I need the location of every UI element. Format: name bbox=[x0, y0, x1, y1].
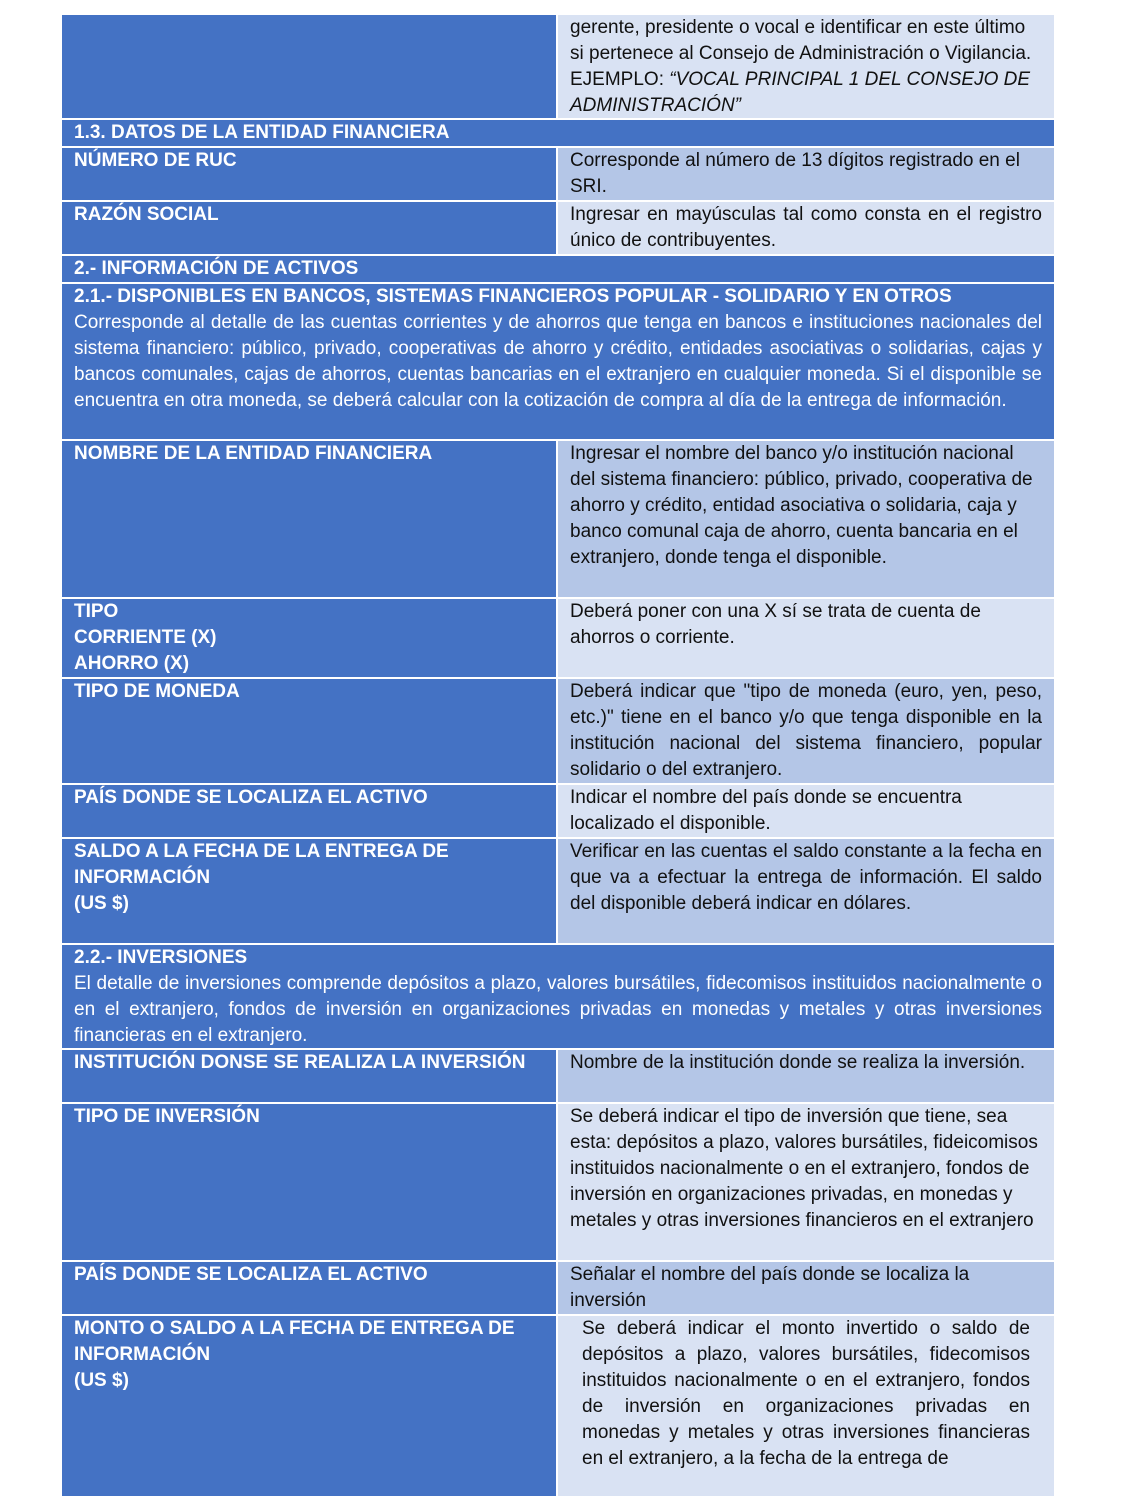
table-row bbox=[62, 148, 1054, 202]
row-description: Verificar en las cuentas el saldo constante a la fecha en que va a efectuar la entrega de información. El saldo del disponible deberá indicar en dólares. bbox=[558, 839, 1054, 943]
section-description: El detalle de inversiones comprende depósitos a plazo, valores bursátiles, fidecomisos instituidos nacionalmente o en el extranjero, fondos de inversión en organizaciones privadas en monedas y metales y otras inversiones financieras en el extranjero. bbox=[74, 973, 1042, 1046]
row-label: TIPO DE INVERSIÓN bbox=[62, 1104, 558, 1260]
row-label: MONTO O SALDO A LA FECHA DE ENTREGA DE INFORMACIÓN (US $) bbox=[62, 1316, 558, 1496]
row-label: TIPO CORRIENTE (X) AHORRO (X) bbox=[62, 599, 558, 677]
section-header-1-3 bbox=[62, 120, 1054, 148]
row-description: Indicar el nombre del país donde se encuentra localizado el disponible. bbox=[558, 785, 1054, 837]
section-header-2-2 bbox=[62, 945, 1054, 1050]
table-row bbox=[62, 785, 1054, 839]
table-row bbox=[62, 599, 1054, 679]
section-title: 2.2.- INVERSIONES bbox=[74, 947, 248, 968]
section-description: Corresponde al detalle de las cuentas corrientes y de ahorros que tenga en bancos e instituciones nacionales del sistema financiero: público, privado, cooperativas de ahorro y crédito, entidades asociativas o solidarias, cajas y bancos comunales, cajas de ahorros, cuentas bancarias en el extranjero en cualquier moneda. Si el disponible se encuentra en otra moneda, se deberá calcular con la cotización de compra al día de la entrega de información. bbox=[74, 312, 1042, 411]
table-row bbox=[62, 679, 1054, 785]
row-label: PAÍS DONDE SE LOCALIZA EL ACTIVO bbox=[62, 785, 558, 837]
row-description: Señalar el nombre del país donde se localiza la inversión bbox=[558, 1262, 1054, 1314]
row-description: Ingresar el nombre del banco y/o institución nacional del sistema financiero: público, privado, cooperativa de ahorro y crédito, entidad asociativa o solidaria, caja y banco comunal caja de ahorro, cuenta bancaria en el extranjero, donde tenga el disponible. bbox=[558, 441, 1054, 597]
row-label: RAZÓN SOCIAL bbox=[62, 202, 558, 254]
row-description bbox=[558, 15, 1054, 118]
row-description: Corresponde al número de 13 dígitos registrado en el SRI. bbox=[558, 148, 1054, 200]
description-text: gerente, presidente o vocal e identificar en este último si pertenece al Consejo de Administración o Vigilancia. EJEMPLO: bbox=[570, 17, 1032, 90]
row-label: NÚMERO DE RUC bbox=[62, 148, 558, 200]
row-label: NOMBRE DE LA ENTIDAD FINANCIERA bbox=[62, 441, 558, 597]
row-description: Ingresar en mayúsculas tal como consta en el registro único de contribuyentes. bbox=[558, 202, 1054, 254]
row-description: Deberá poner con una X sí se trata de cuenta de ahorros o corriente. bbox=[558, 599, 1054, 677]
table-row bbox=[62, 1050, 1054, 1104]
example-text: “VOCAL PRINCIPAL 1 DEL CONSEJO DE ADMINISTRACIÓN” bbox=[570, 69, 1031, 116]
section-title: 2.1.- DISPONIBLES EN BANCOS, SISTEMAS FINANCIEROS POPULAR - SOLIDARIO Y EN OTROS bbox=[74, 286, 952, 307]
table-row bbox=[62, 202, 1054, 256]
row-description: Deberá indicar que "tipo de moneda (euro, yen, peso, etc.)" tiene en el banco y/o que tenga disponible en la institución nacional del sistema financiero, popular solidario o del extranjero. bbox=[558, 679, 1054, 783]
instructions-table bbox=[62, 15, 1054, 1496]
row-label: SALDO A LA FECHA DE LA ENTREGA DE INFORMACIÓN (US $) bbox=[62, 839, 558, 943]
row-label: PAÍS DONDE SE LOCALIZA EL ACTIVO bbox=[62, 1262, 558, 1314]
row-description: Se deberá indicar el tipo de inversión que tiene, sea esta: depósitos a plazo, valores bursátiles, fideicomisos instituidos nacionalmente o en el extranjero, fondos de inversión en organizaciones privadas, en monedas y metales y otras inversiones financieros en el extranjero bbox=[558, 1104, 1054, 1260]
table-row bbox=[62, 1316, 1054, 1496]
row-label: INSTITUCIÓN DONSE SE REALIZA LA INVERSIÓN bbox=[62, 1050, 558, 1102]
row-label bbox=[62, 15, 558, 118]
section-title: 2.- INFORMACIÓN DE ACTIVOS bbox=[74, 258, 359, 279]
section-title: 1.3. DATOS DE LA ENTIDAD FINANCIERA bbox=[74, 122, 450, 143]
table-row bbox=[62, 839, 1054, 945]
row-description: Se deberá indicar el monto invertido o saldo de depósitos a plazo, valores bursátiles, fidecomisos instituidos nacionalmente o en el extranjero, fondos de inversión en organizaciones privadas en monedas y metales y otras inversiones financieras en el extranjero, a la fecha de la entrega de bbox=[558, 1316, 1054, 1496]
table-row bbox=[62, 15, 1054, 120]
row-label: TIPO DE MONEDA bbox=[62, 679, 558, 783]
section-header-2 bbox=[62, 256, 1054, 284]
table-row bbox=[62, 1262, 1054, 1316]
table-row bbox=[62, 1104, 1054, 1262]
table-row bbox=[62, 441, 1054, 599]
row-description: Nombre de la institución donde se realiza la inversión. bbox=[558, 1050, 1054, 1102]
section-header-2-1 bbox=[62, 284, 1054, 441]
